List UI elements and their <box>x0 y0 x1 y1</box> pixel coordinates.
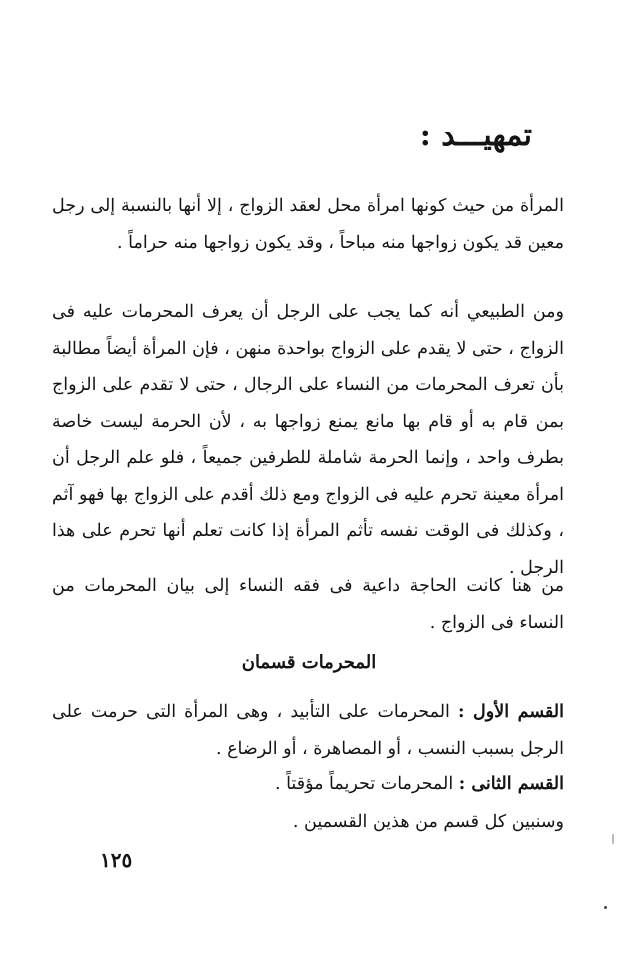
paragraph-need: من هنا كانت الحاجة داعية فى فقه النساء إلى بيان المحرمات من النساء فى الزواج . <box>52 576 564 633</box>
section-first-text: المحرمات على التأبيد ، وهى المرأة التى حرمت على الرجل بسبب النسب ، أو المصاهرة ، أو الرضاع . <box>52 702 564 759</box>
section-first <box>52 694 564 767</box>
paragraph-obligation: ومن الطبيعي أنه كما يجب على الرجل أن يعرف المحرمات عليه فى الزواج ، حتى لا يقدم على الزواج بواحدة منهن ، فإن المرأة أيضاً مطالبة بأن تعرف المحرمات من النساء على الرجال ، حتى لا تقدم على الزواج بمن قام به أو قام بها مانع يمنع زواجها به ، لأن الحرمة ليست خاصة بطرف واحد ، وإنما الحرمة شاملة للطرفين جميعاً ، فلو علم الرجل أن امرأة معينة تحرم عليه فى الزواج ومع ذلك أقدم على الزواج بها فهو آثم ، وكذلك فى الوقت نفسه تأثم المرأة إذا كانت تعلم أنها تحرم على هذا الرجل . <box>52 302 564 578</box>
paragraph-intro: المرأة من حيث كونها امرأة محل لعقد الزواج ، إلا أنها بالنسبة إلى رجل معين قد يكون زواجها منه مباحاً ، وقد يكون زواجها منه حراماً . <box>52 196 564 253</box>
scan-speck <box>604 906 607 909</box>
section-first-label: القسم الأول : <box>457 702 564 722</box>
chapter-heading: تمهيـــد : <box>419 118 532 153</box>
page-number: ١٢٥ <box>100 848 133 872</box>
closing-sentence: وسنبين كل قسم من هذين القسمين . <box>292 812 564 832</box>
section-second-text: المحرمات تحريماً مؤقتاً . <box>274 774 454 794</box>
scan-mark <box>612 834 614 844</box>
section-title: المحرمات قسمان <box>241 652 377 673</box>
section-second <box>52 766 564 803</box>
section-second-label: القسم الثانى : <box>458 774 564 794</box>
